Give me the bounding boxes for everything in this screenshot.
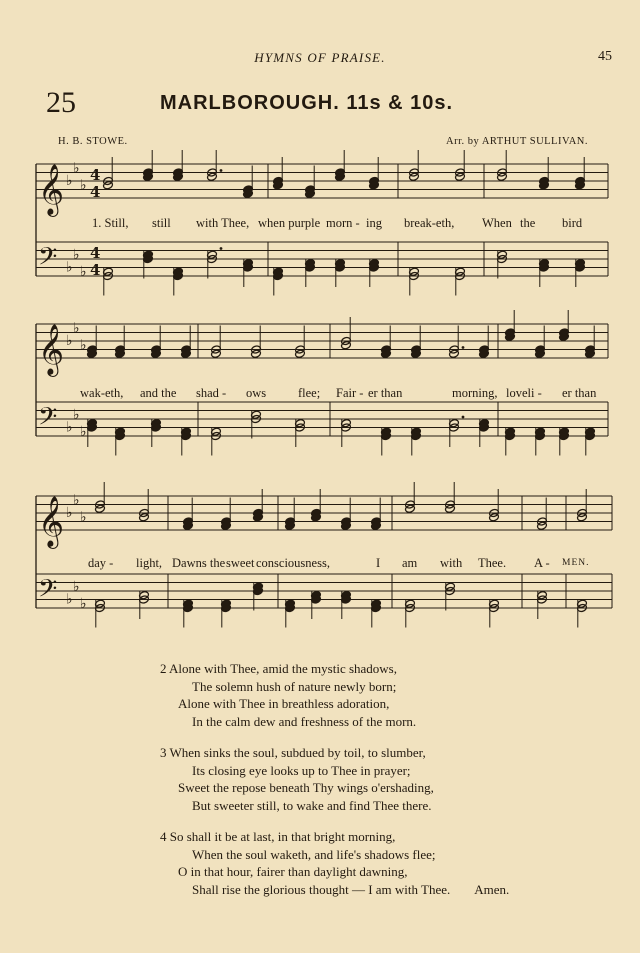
verse-line	[160, 779, 610, 797]
flat-sign: ♭	[73, 320, 80, 337]
verse-text: Alone with Thee in breathless adoration,	[178, 696, 390, 711]
lyric-syllable: MEN.	[562, 558, 590, 568]
note-head	[341, 341, 352, 350]
note-head	[455, 172, 466, 181]
lyric-syllable: light,	[136, 556, 163, 570]
note-head	[139, 513, 150, 522]
lyric-syllable: with Thee,	[196, 216, 250, 230]
lyric-syllable: bird	[562, 216, 583, 230]
verse-line	[160, 828, 610, 846]
lyric-syllable: loveli -	[506, 386, 542, 400]
flat-sign: ♭	[73, 578, 80, 595]
verse-text: Sweet the repose beneath Thy wings o'ershading,	[178, 780, 434, 795]
lyric-syllable: A -	[534, 556, 550, 570]
lyric-syllable: ing	[366, 216, 382, 230]
lyric-syllable: and the	[140, 386, 177, 400]
page-number: 45	[598, 49, 612, 64]
flat-sign: ♭	[66, 505, 73, 521]
note-dot	[462, 416, 465, 419]
tune-title: MARLBOROUGH. 11s & 10s.	[160, 92, 454, 114]
note-head	[211, 349, 222, 358]
arranger-credit: Arr. by ARTHUT SULLIVAN.	[446, 136, 588, 147]
hymn-number: 25	[46, 86, 76, 119]
note-head	[409, 172, 420, 181]
flat-sign: ♭	[66, 173, 73, 189]
verse-line	[160, 678, 610, 696]
verse-line	[160, 881, 610, 899]
lyric-syllable: morn -	[326, 216, 360, 230]
verse-number: 4	[160, 829, 170, 844]
verse-number: 3	[160, 745, 170, 760]
verse-text: O in that hour, fairer than daylight dawning,	[178, 864, 408, 879]
verse-text: The solemn hush of nature newly born;	[192, 678, 397, 694]
lyric-syllable: flee;	[298, 386, 321, 400]
lyric-syllable: sweet	[226, 556, 255, 570]
lyric-syllable: I	[376, 556, 381, 570]
flat-sign: ♭	[73, 492, 80, 509]
lyric-syllable: ows	[246, 386, 267, 400]
flat-sign: ♭	[66, 591, 73, 608]
verse-text: Its closing eye looks up to Thee in prayer;	[192, 762, 411, 778]
lyric-syllable: with	[440, 556, 463, 570]
note-head	[577, 513, 588, 522]
verse-text: When the soul waketh, and life's shadows flee;	[192, 846, 436, 862]
bass-clef: 𝄢	[38, 242, 58, 278]
treble-clef: 𝄞	[38, 324, 65, 375]
lyric-syllable: er than	[368, 386, 403, 400]
verse-text: When sinks the soul, subdued by toil, to slumber,	[169, 745, 426, 760]
running-head: HYMNS OF PRAISE.	[254, 50, 386, 65]
lyric-syllable: the	[520, 216, 536, 230]
flat-sign: ♭	[66, 419, 73, 436]
bass-clef: 𝄢	[38, 402, 58, 438]
flat-sign: ♭	[73, 160, 80, 177]
verse-line	[160, 660, 610, 678]
stanza-2	[160, 660, 610, 730]
verse-text: So shall it be at last, in that bright morning,	[169, 829, 396, 844]
note-head	[251, 349, 262, 358]
note-head	[489, 513, 500, 522]
verse-line	[160, 797, 610, 815]
note-head	[497, 172, 508, 181]
verse-line	[160, 846, 610, 864]
flat-sign: ♭	[80, 509, 87, 526]
lyric-syllable: shad -	[196, 386, 227, 400]
treble-clef: 𝄞	[38, 164, 65, 215]
verse-number: 2	[160, 661, 170, 676]
lyric-syllable: still	[152, 216, 171, 230]
verse-line	[160, 762, 610, 780]
lyric-syllable: day -	[88, 556, 114, 570]
flat-sign: ♭	[73, 246, 80, 263]
stanza-4	[160, 828, 610, 898]
lyric-syllable: When	[482, 216, 512, 230]
verse-line	[160, 695, 610, 713]
lyric-syllable: 1. Still,	[92, 216, 129, 230]
verse-text: But sweeter still, to wake and find Thee there.	[192, 797, 432, 813]
amen-text: Amen.	[474, 881, 510, 897]
bass-clef: 𝄢	[38, 574, 58, 610]
note-head	[405, 504, 416, 513]
flat-sign: ♭	[80, 263, 87, 280]
flat-sign: ♭	[80, 177, 87, 194]
stanza-3	[160, 744, 610, 814]
note-head	[95, 504, 106, 513]
flat-sign: ♭	[80, 337, 87, 354]
lyric-syllable: morning,	[452, 386, 498, 400]
note-head	[103, 181, 114, 190]
lyric-syllable: Thee.	[478, 556, 507, 570]
lyric-syllable: Fair -	[336, 386, 364, 400]
note-dot	[462, 346, 465, 349]
lyric-syllable: wak-eth,	[80, 386, 124, 400]
lyric-syllable: Dawns the	[172, 556, 226, 570]
time-signature-top: 4	[90, 244, 101, 262]
flat-sign: ♭	[80, 423, 87, 440]
note-head	[207, 172, 218, 181]
flat-sign: ♭	[80, 595, 87, 612]
verses-block	[160, 660, 610, 912]
time-signature-bottom: 4	[90, 183, 101, 201]
note-head	[537, 521, 548, 530]
lyric-syllable: break-eth,	[404, 216, 455, 230]
flat-sign: ♭	[73, 406, 80, 423]
flat-sign: ♭	[66, 259, 73, 276]
note-head	[449, 349, 460, 358]
verse-line	[160, 863, 610, 881]
lyric-syllable: er than	[562, 386, 597, 400]
verse-text: In the calm dew and freshness of the morn.	[192, 713, 417, 729]
note-head	[445, 504, 456, 513]
lyric-syllable: am	[402, 556, 418, 570]
author-credit: H. B. STOWE.	[58, 136, 128, 147]
note-dot	[220, 169, 223, 172]
verse-text: Shall rise the glorious thought — I am with Thee.	[192, 881, 451, 897]
verse-line	[160, 713, 610, 731]
flat-sign: ♭	[66, 333, 73, 349]
note-head	[295, 349, 306, 358]
treble-clef: 𝄞	[38, 496, 65, 547]
lyric-syllable: when purple	[258, 216, 321, 230]
verse-text: Alone with Thee, amid the mystic shadows,	[169, 661, 397, 676]
verse-line	[160, 744, 610, 762]
time-signature-top: 4	[90, 166, 101, 184]
lyric-syllable: consciousness,	[256, 556, 330, 570]
note-dot	[220, 247, 223, 250]
time-signature-bottom: 4	[90, 261, 101, 279]
